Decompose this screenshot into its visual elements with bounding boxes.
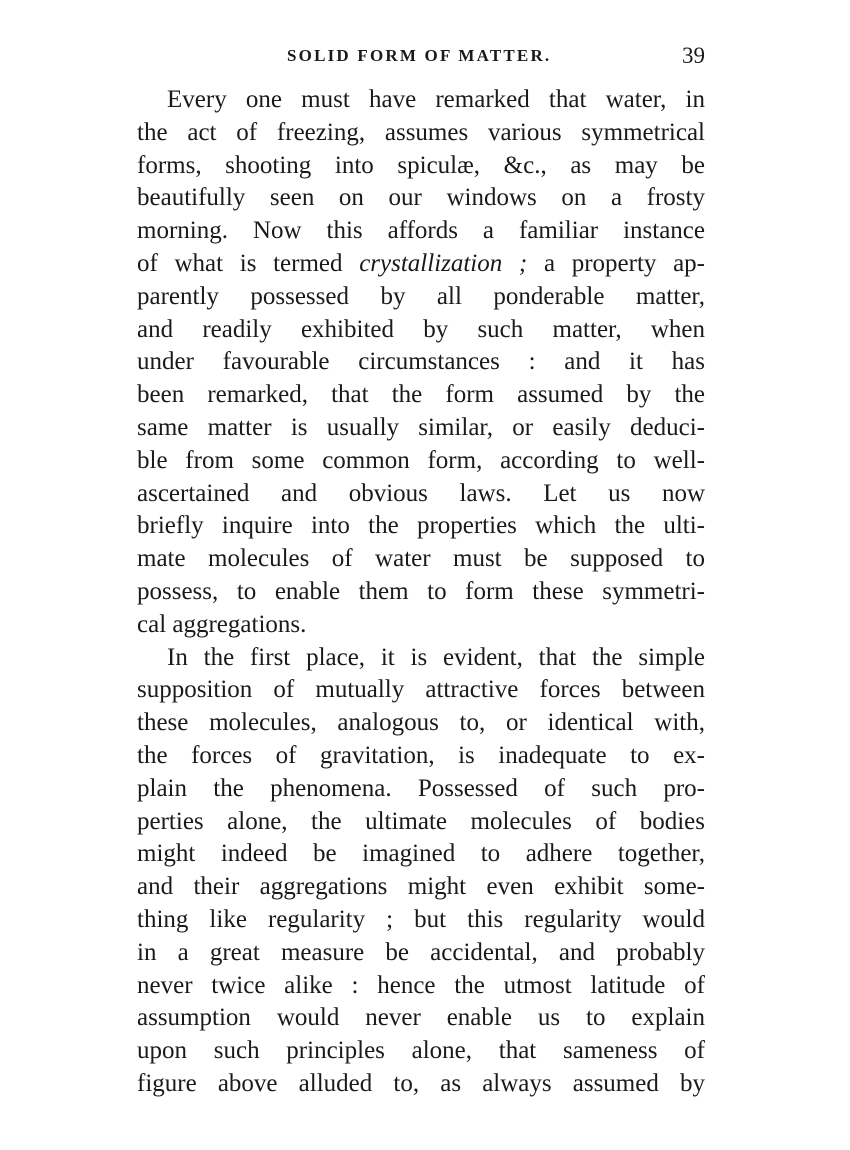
text-line: parently possessed by all ponderable matter, (137, 282, 705, 310)
running-head (137, 43, 705, 76)
text-line: forms, shooting into spiculæ, &c., as may be (137, 151, 705, 179)
text-segment: a property ap- (527, 249, 705, 277)
text-line: the forces of gravitation, is inadequate to ex- (137, 741, 705, 769)
text-line (137, 248, 705, 281)
text-line: the act of freezing, assumes various symmetrical (137, 118, 705, 146)
text-line: beautifully seen on our windows on a frosty (137, 184, 705, 212)
text-line: ble from some common form, according to well- (137, 446, 705, 474)
text-line: plain the phenomena. Possessed of such pro- (137, 774, 705, 802)
text-line: mate molecules of water must be supposed to (137, 545, 705, 573)
text-line: assumption would never enable us to explain (137, 1004, 705, 1032)
body-text (137, 84, 705, 1101)
text-line: these molecules, analogous to, or identical with, (137, 709, 705, 737)
text-line: been remarked, that the form assumed by the (137, 381, 705, 409)
text-line: morning. Now this affords a familiar instance (137, 217, 705, 245)
text-line: under favourable circumstances : and it has (137, 348, 705, 376)
text-line: and their aggregations might even exhibit some- (137, 873, 705, 901)
text-line: in a great measure be accidental, and probably (137, 938, 705, 966)
text-line: thing like regularity ; but this regularity would (137, 905, 705, 933)
text-line: figure above alluded to, as always assumed by (137, 1069, 705, 1097)
text-line: ascertained and obvious laws. Let us now (137, 479, 705, 507)
text-line: Every one must have remarked that water, in (167, 86, 705, 113)
text-line: possess, to enable them to form these symmetri- (137, 577, 705, 605)
text-line: might indeed be imagined to adhere together, (137, 840, 705, 868)
text-line: perties alone, the ultimate molecules of bodies (137, 807, 705, 835)
running-title: SOLID FORM OF MATTER. (287, 46, 552, 65)
text-line: supposition of mutually attractive forces between (137, 676, 705, 704)
text-line: briefly inquire into the properties which the ulti- (137, 512, 705, 540)
text-line: and readily exhibited by such matter, when (137, 315, 705, 343)
italic-term: crystallization ; (359, 249, 528, 277)
text-line: same matter is usually similar, or easily deduci- (137, 413, 705, 441)
page-number: 39 (682, 43, 705, 68)
text-line: In the first place, it is evident, that the simple (167, 643, 705, 671)
text-line: upon such principles alone, that sameness of (137, 1037, 705, 1065)
text-segment: of what is termed (137, 249, 360, 277)
text-line: never twice alike : hence the utmost latitude of (137, 971, 705, 999)
text-line: cal aggregations. (137, 610, 307, 638)
